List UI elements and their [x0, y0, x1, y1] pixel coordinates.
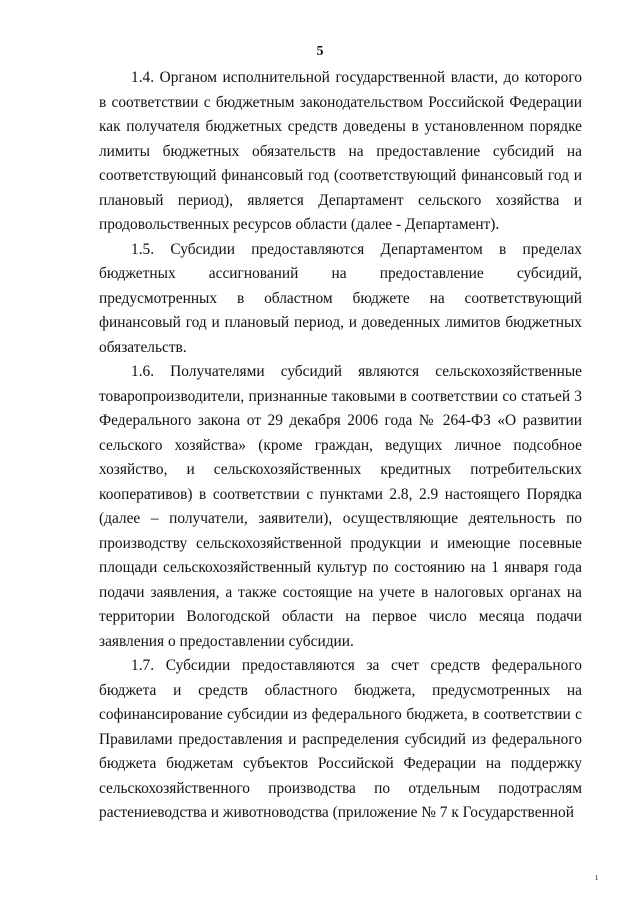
paragraph-1-6: 1.6. Получателями субсидий являются сельскохозяйственные товаропроизводители, признанные таковыми в соответствии со статьей 3 Федерального закона от 29 декабря 2006 года № 264-ФЗ «О развитии сельского хозяйства» (кроме граждан, ведущих личное подсобное хозяйство, и сельскохозяйственных кредитных потребительских кооперативов) в соответствии с пунктами 2.8, 2.9 настоящего Порядка (далее – получатели, заявители), осуществляющие деятельность по производству сельскохозяйственной продукции и имеющие посевные площади сельскохозяйственный культур по состоянию на 1 января года подачи заявления, а также состоящие на учете в налоговых органах на территории Вологодской области на первое число месяца подачи заявления о предоставлении субсидии.	[99, 363, 582, 650]
corner-mark: ı	[595, 872, 598, 883]
paragraph-1-4: 1.4. Органом исполнительной государственной власти, до которого в соответствии с бюджетным законодательством Российской Федерации как получателя бюджетных средств доведены в установленном порядке лимиты бюджетных обязательств на предоставление субсидий на соответствующий финансовый год (соответствующий финансовый год и плановый период), является Департамент сельского хозяйства и продовольственных ресурсов области (далее - Департамент).	[99, 69, 582, 233]
paragraph-1-7: 1.7. Субсидии предоставляются за счет средств федерального бюджета и средств областного бюджета, предусмотренных на софинансирование субсидии из федерального бюджета, в соответствии с Правилами предоставления и распределения субсидий из федерального бюджета бюджетам субъектов Российской Федерации на поддержку сельскохозяйственного производства по отдельным подотраслям растениеводства и животноводства (приложение № 7 к Государственной	[99, 657, 582, 821]
page-number: 5	[316, 44, 324, 59]
document-body	[99, 66, 582, 826]
paragraph-1-5: 1.5. Субсидии предоставляются Департаментом в пределах бюджетных ассигнований на предоставление субсидий, предусмотренных в областном бюджете на соответствующий финансовый год и плановый период, и доведенных лимитов бюджетных обязательств.	[99, 240, 582, 356]
